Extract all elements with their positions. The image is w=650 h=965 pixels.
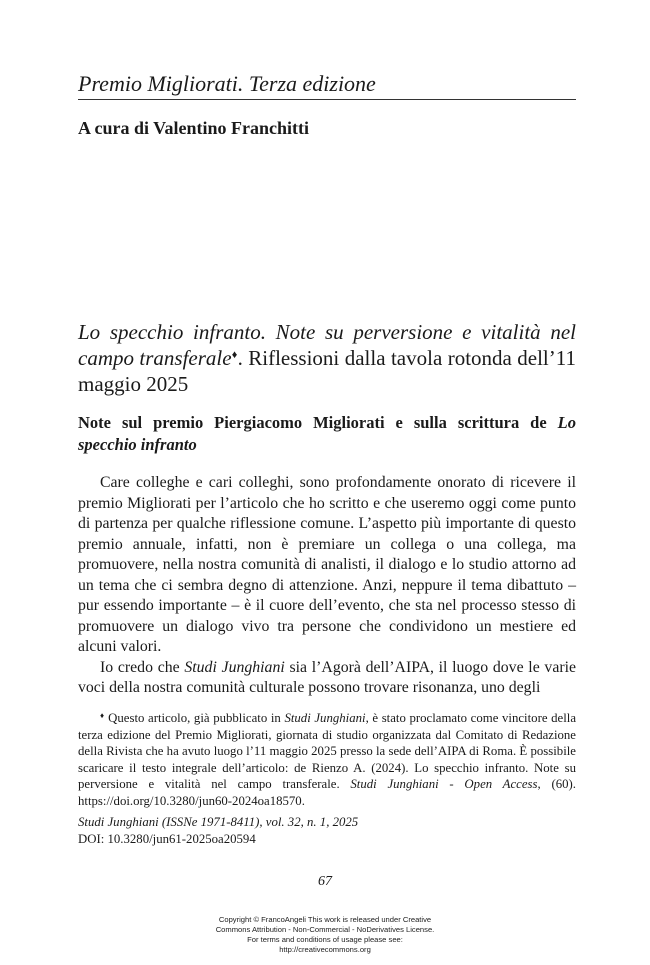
footnote-paragraph	[78, 710, 576, 809]
article-title	[78, 319, 576, 397]
license-line-3: For terms and conditions of usage please see:	[247, 935, 403, 944]
article-body	[78, 473, 576, 699]
article-title-italic: Lo specchio infranto. Note su perversione e vitalità nel campo transferale	[78, 320, 576, 370]
footnote-text-c[interactable]: , (60). https://doi.org/10.3280/jun60-2024oa18570.	[78, 777, 576, 808]
paragraph-2-rest: sia l’Agorà dell’AIPA, il luogo dove le varie voci della nostra comunità culturale possono trovare risonanza, uno degli	[78, 658, 577, 696]
paragraph-1: Care colleghe e cari colleghi, sono profondamente onorato di ricevere il premio Migliorati per l’articolo che ho scritto e che useremo oggi come punto di partenza per qualche riflessione comune. L’aspetto più importante di questo premio annuale, infatti, non è premiare un collega o una collega, ma promuovere, nella nostra comunità di analisti, il dialogo e lo studio attorno ad un tema che ci sembra degno di attenzione. Anzi, neppure il tema dibattuto – pur essendo importante – è il cuore dell’evento, che sta nel processo stesso di promuovere un dialogo vivo tra persone che condividono un mestiere ed alcuni valori.	[78, 474, 576, 655]
footnote-text-a: Questo articolo, già pubblicato in	[104, 711, 285, 725]
section-title: Premio Migliorati. Terza edizione	[78, 71, 376, 96]
paragraph-2-start: Io credo che	[100, 658, 185, 676]
footnote-italic-journal: Studi Junghiani	[284, 711, 366, 725]
journal-citation: Studi Junghiani (ISSNe 1971-8411), vol. 32, n. 1, 2025	[78, 815, 359, 829]
journal-info	[78, 814, 358, 847]
journal-name-italic: Studi Junghiani	[184, 658, 285, 676]
license-line-2: Commons Attribution - Non-Commercial - NoDerivatives License.	[215, 925, 435, 934]
editor-line: A cura di Valentino Franchitti	[78, 118, 310, 138]
journal-doi[interactable]: DOI: 10.3280/jun61-2025oa20594	[78, 831, 256, 846]
license-notice	[0, 915, 650, 955]
license-link[interactable]: http://creativecommons.org	[279, 945, 371, 954]
footnote-marker[interactable]: ♦	[231, 349, 238, 361]
article-title-rest: . Riflessioni dalla tavola rotonda dell’11 maggio 2025	[78, 346, 576, 396]
subheading-italic: Lo specchio infranto	[78, 413, 576, 454]
footnote-italic-open-access: Studi Junghiani - Open Access	[350, 777, 538, 791]
subheading-text: Note sul premio Piergiacomo Migliorati e sulla scrittura de	[78, 413, 558, 432]
license-line-1: Copyright © FrancoAngeli This work is released under Creative	[218, 915, 432, 924]
section-subheading	[78, 412, 576, 456]
footnote-text-b: , è stato proclamato come vincitore della terza edizione del Premio Migliorati, giornata di studio organizzata dal Comitato di Redazione della Rivista che ha avuto luogo l’11 maggio 2025 presso la sede dell’AIPA di Roma. È possibile scaricare il testo integrale dell’articolo: de Rienzo A. (2024). Lo specchio infranto. Note su perversione e vitalità nel campo transferale.	[78, 711, 577, 791]
footnote	[78, 710, 576, 809]
page-number: 67	[318, 874, 332, 889]
header-rule	[78, 99, 576, 100]
footnote-note-marker: ♦	[100, 711, 105, 720]
paragraph-2	[78, 658, 576, 699]
